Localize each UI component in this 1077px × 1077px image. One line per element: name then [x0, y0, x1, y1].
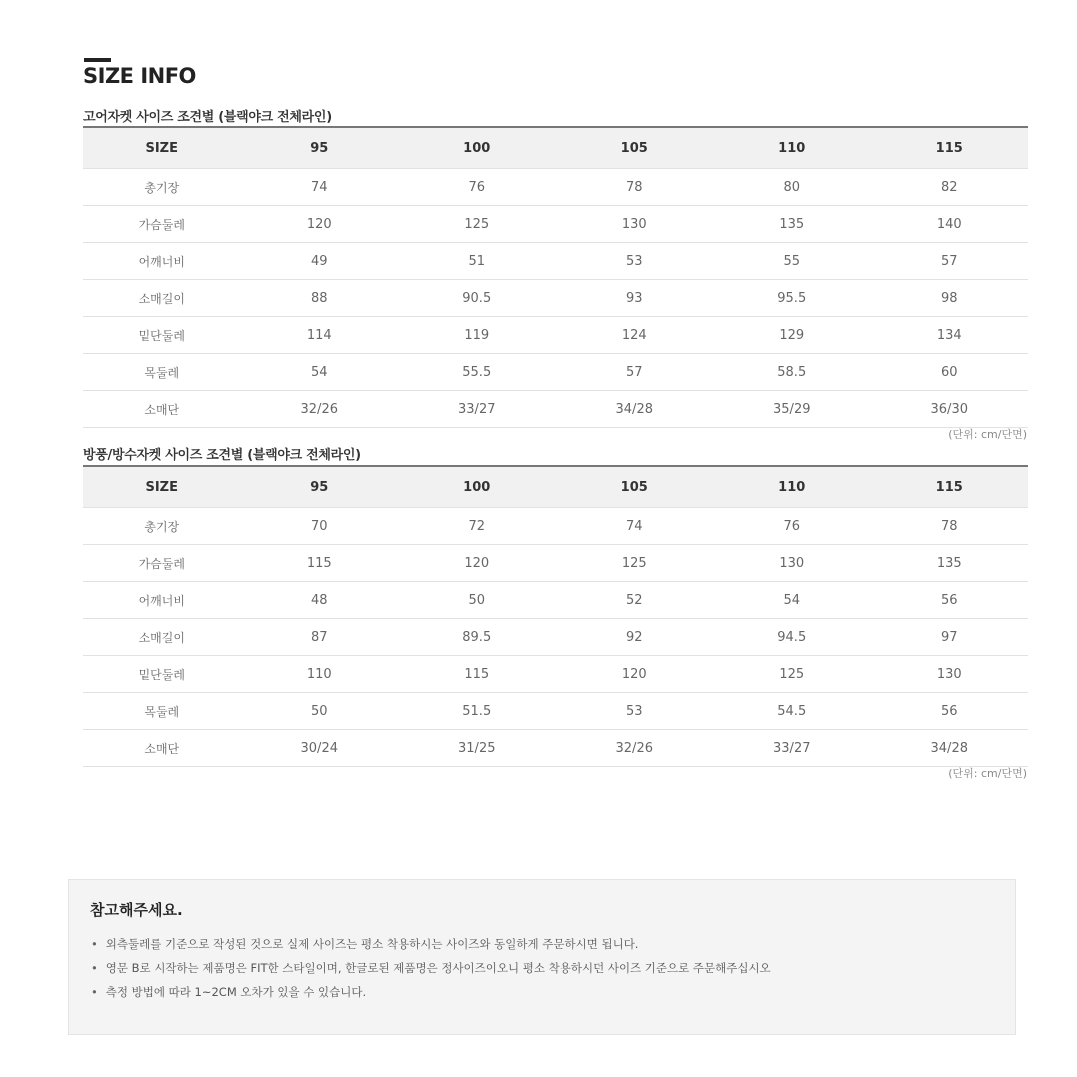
measurement-value: 135 [713, 206, 871, 243]
measurement-value: 51 [398, 243, 556, 280]
measurement-value: 56 [871, 582, 1029, 619]
measurement-value: 120 [556, 656, 714, 693]
measurement-value: 76 [713, 508, 871, 545]
page-title: SIZE INFO [83, 64, 196, 88]
measurement-value: 48 [241, 582, 399, 619]
measurement-value: 90.5 [398, 280, 556, 317]
measurement-value: 55 [713, 243, 871, 280]
measurement-value: 115 [398, 656, 556, 693]
measurement-value: 125 [398, 206, 556, 243]
measurement-value: 98 [871, 280, 1029, 317]
measurement-value: 57 [871, 243, 1029, 280]
table-row [83, 545, 1028, 582]
table-row [83, 354, 1028, 391]
measurement-value: 130 [871, 656, 1029, 693]
measurement-value: 52 [556, 582, 714, 619]
measurement-label: 소매길이 [83, 619, 241, 656]
measurement-value: 130 [556, 206, 714, 243]
measurement-value: 92 [556, 619, 714, 656]
measurement-value: 129 [713, 317, 871, 354]
table-row [83, 693, 1028, 730]
unit-note: (단위: cm/단면) [948, 428, 1027, 441]
measurement-value: 130 [713, 545, 871, 582]
measurement-value: 56 [871, 693, 1029, 730]
notice-list [91, 932, 771, 1004]
measurement-value: 34/28 [556, 391, 714, 428]
measurement-value: 125 [556, 545, 714, 582]
measurement-value: 120 [398, 545, 556, 582]
table-row [83, 391, 1028, 428]
measurement-label: 어깨너비 [83, 243, 241, 280]
table-row [83, 508, 1028, 545]
measurement-value: 30/24 [241, 730, 399, 767]
measurement-value: 114 [241, 317, 399, 354]
measurement-value: 110 [241, 656, 399, 693]
measurement-value: 70 [241, 508, 399, 545]
size-header-cell: 105 [556, 127, 714, 169]
measurement-label: 밑단둘레 [83, 317, 241, 354]
measurement-value: 115 [241, 545, 399, 582]
measurement-value: 49 [241, 243, 399, 280]
size-header-cell: 100 [398, 127, 556, 169]
table-row [83, 317, 1028, 354]
table-row [83, 656, 1028, 693]
size-table-windproof-jacket [83, 465, 1028, 767]
measurement-label: 밑단둘레 [83, 656, 241, 693]
size-header-cell: 110 [713, 466, 871, 508]
measurement-value: 125 [713, 656, 871, 693]
table-title-gore-jacket: 고어자켓 사이즈 조견별 (블랙야크 전체라인) [83, 110, 332, 125]
table-row [83, 243, 1028, 280]
measurement-value: 134 [871, 317, 1029, 354]
measurement-value: 53 [556, 243, 714, 280]
measurement-value: 36/30 [871, 391, 1029, 428]
table-header-row [83, 127, 1028, 169]
table-header-row [83, 466, 1028, 508]
measurement-label: 소매길이 [83, 280, 241, 317]
measurement-value: 72 [398, 508, 556, 545]
measurement-value: 140 [871, 206, 1029, 243]
measurement-value: 135 [871, 545, 1029, 582]
measurement-value: 82 [871, 169, 1029, 206]
measurement-value: 50 [398, 582, 556, 619]
measurement-value: 93 [556, 280, 714, 317]
measurement-label: 목둘레 [83, 354, 241, 391]
size-header-cell: 115 [871, 466, 1029, 508]
measurement-value: 124 [556, 317, 714, 354]
size-header-label: SIZE [83, 466, 241, 508]
size-header-label: SIZE [83, 127, 241, 169]
measurement-value: 57 [556, 354, 714, 391]
notice-box [68, 879, 1016, 1035]
measurement-label: 어깨너비 [83, 582, 241, 619]
table-row [83, 619, 1028, 656]
size-header-cell: 100 [398, 466, 556, 508]
measurement-label: 목둘레 [83, 693, 241, 730]
table-row [83, 582, 1028, 619]
measurement-value: 54.5 [713, 693, 871, 730]
measurement-value: 35/29 [713, 391, 871, 428]
table-row [83, 730, 1028, 767]
measurement-value: 33/27 [713, 730, 871, 767]
measurement-value: 80 [713, 169, 871, 206]
measurement-value: 54 [241, 354, 399, 391]
measurement-value: 60 [871, 354, 1029, 391]
measurement-value: 97 [871, 619, 1029, 656]
measurement-label: 가슴둘레 [83, 545, 241, 582]
measurement-value: 34/28 [871, 730, 1029, 767]
size-header-cell: 105 [556, 466, 714, 508]
measurement-value: 89.5 [398, 619, 556, 656]
size-header-cell: 110 [713, 127, 871, 169]
measurement-label: 총기장 [83, 169, 241, 206]
table-row [83, 280, 1028, 317]
table-row [83, 169, 1028, 206]
title-accent-bar [84, 58, 111, 62]
measurement-value: 32/26 [241, 391, 399, 428]
table-title-windproof-jacket: 방풍/방수자켓 사이즈 조견별 (블랙야크 전체라인) [83, 448, 361, 463]
measurement-label: 가슴둘레 [83, 206, 241, 243]
measurement-value: 95.5 [713, 280, 871, 317]
measurement-value: 32/26 [556, 730, 714, 767]
measurement-value: 58.5 [713, 354, 871, 391]
measurement-value: 51.5 [398, 693, 556, 730]
measurement-value: 88 [241, 280, 399, 317]
notice-item: • 외측둘레를 기준으로 작성된 것으로 실제 사이즈는 평소 착용하시는 사이즈와 동일하게 주문하시면 됩니다. [91, 932, 771, 956]
measurement-value: 53 [556, 693, 714, 730]
size-header-cell: 95 [241, 127, 399, 169]
measurement-value: 54 [713, 582, 871, 619]
notice-item: • 영문 B로 시작하는 제품명은 FIT한 스타일이며, 한글로된 제품명은 정사이즈이오니 평소 착용하시던 사이즈 기준으로 주문해주십시오 [91, 956, 771, 980]
measurement-label: 소매단 [83, 391, 241, 428]
measurement-label: 소매단 [83, 730, 241, 767]
measurement-value: 55.5 [398, 354, 556, 391]
unit-note: (단위: cm/단면) [948, 767, 1027, 780]
notice-item: • 측정 방법에 따라 1~2CM 오차가 있을 수 있습니다. [91, 980, 771, 1004]
size-header-cell: 115 [871, 127, 1029, 169]
size-header-cell: 95 [241, 466, 399, 508]
measurement-value: 87 [241, 619, 399, 656]
measurement-value: 74 [556, 508, 714, 545]
measurement-value: 78 [871, 508, 1029, 545]
measurement-value: 119 [398, 317, 556, 354]
table-row [83, 206, 1028, 243]
measurement-value: 78 [556, 169, 714, 206]
measurement-value: 94.5 [713, 619, 871, 656]
measurement-value: 33/27 [398, 391, 556, 428]
measurement-value: 31/25 [398, 730, 556, 767]
measurement-value: 120 [241, 206, 399, 243]
measurement-value: 50 [241, 693, 399, 730]
measurement-value: 76 [398, 169, 556, 206]
measurement-label: 총기장 [83, 508, 241, 545]
notice-title: 참고해주세요. [90, 901, 183, 919]
measurement-value: 74 [241, 169, 399, 206]
size-table-gore-jacket [83, 126, 1028, 428]
